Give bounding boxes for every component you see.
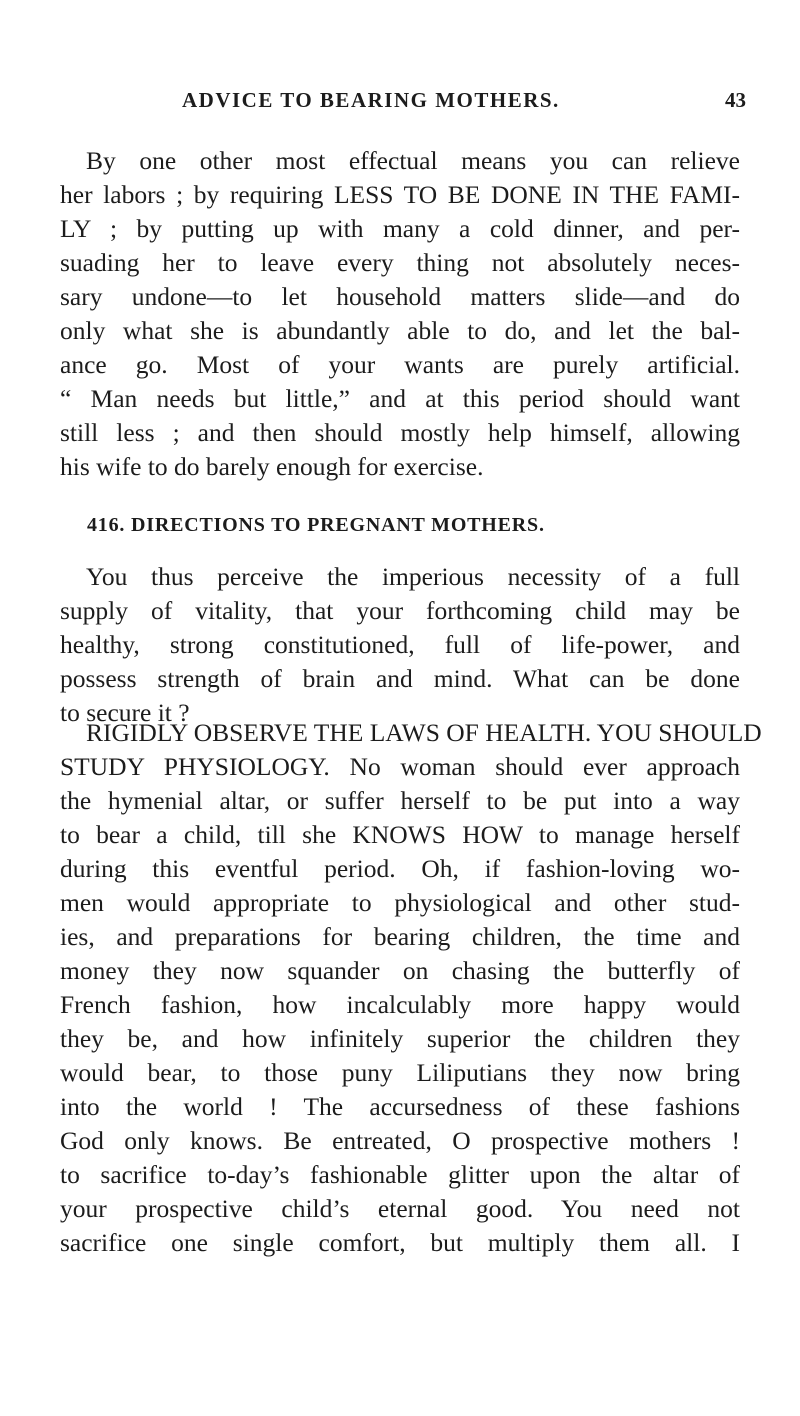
text-line: RIGIDLY OBSERVE THE LAWS OF HEALTH. YOU SHOULD [86, 718, 762, 747]
text-line: to sacrifice to-day’s fashionable glitter upon the altar of [60, 1160, 740, 1189]
text-line: to bear a child, till she KNOWS HOW to manage herself [60, 820, 740, 849]
text-line: during this eventful period. Oh, if fashion-loving wo- [60, 854, 740, 883]
text-line: her labors ; by requiring LESS TO BE DONE IN THE FAMI- [60, 180, 740, 209]
text-line: STUDY PHYSIOLOGY. No woman should ever approach [60, 752, 740, 781]
text-line: his wife to do barely enough for exercise. [60, 452, 484, 481]
text-line: French fashion, how incalculably more happy would [60, 990, 740, 1019]
text-line: to secure it ? [60, 698, 190, 727]
text-line: possess strength of brain and mind. What can be done [60, 664, 740, 693]
paragraph-household [60, 144, 740, 484]
text-line: LY ; by putting up with many a cold dinner, and per- [60, 214, 740, 243]
page-number: 43 [725, 88, 746, 112]
text-line: they be, and how infinitely superior the children they [60, 1024, 740, 1053]
text-line: “ Man needs but little,” and at this period should want [60, 384, 740, 413]
text-line: into the world ! The accursedness of these fashions [60, 1092, 740, 1121]
text-line: sacrifice one single comfort, but multiply them all. I [60, 1228, 740, 1257]
text-line: ies, and preparations for bearing children, the time and [60, 922, 740, 951]
text-line: God only knows. Be entreated, O prospective mothers ! [60, 1126, 740, 1155]
running-head [84, 88, 746, 118]
text-line: would bear, to those puny Liliputians they now bring [60, 1058, 740, 1087]
text-line: suading her to leave every thing not absolutely neces- [60, 248, 740, 277]
text-line: ance go. Most of your wants are purely artificial. [60, 350, 740, 379]
text-line: healthy, strong constitutioned, full of life-power, and [60, 630, 740, 659]
text-line: By one other most effectual means you can relieve [86, 146, 740, 175]
paragraph-vitality [60, 560, 740, 730]
text-line: sary undone—to let household matters slide—and do [60, 282, 740, 311]
text-line: the hymenial altar, or suffer herself to be put into a way [60, 786, 740, 815]
text-line: your prospective child’s eternal good. You need not [60, 1194, 740, 1223]
running-title: ADVICE TO BEARING MOTHERS. [182, 88, 560, 112]
text-line: supply of vitality, that your forthcoming child may be [60, 596, 740, 625]
paragraph-laws-of-health [60, 716, 762, 1260]
section-heading: 416. DIRECTIONS TO PREGNANT MOTHERS. [87, 514, 545, 536]
text-line: money they now squander on chasing the butterfly of [60, 956, 740, 985]
text-line: only what she is abundantly able to do, and let the bal- [60, 316, 740, 345]
text-line: You thus perceive the imperious necessity of a full [86, 562, 740, 591]
text-line: men would appropriate to physiological and other stud- [60, 888, 740, 917]
text-line: still less ; and then should mostly help himself, allowing [60, 418, 740, 447]
